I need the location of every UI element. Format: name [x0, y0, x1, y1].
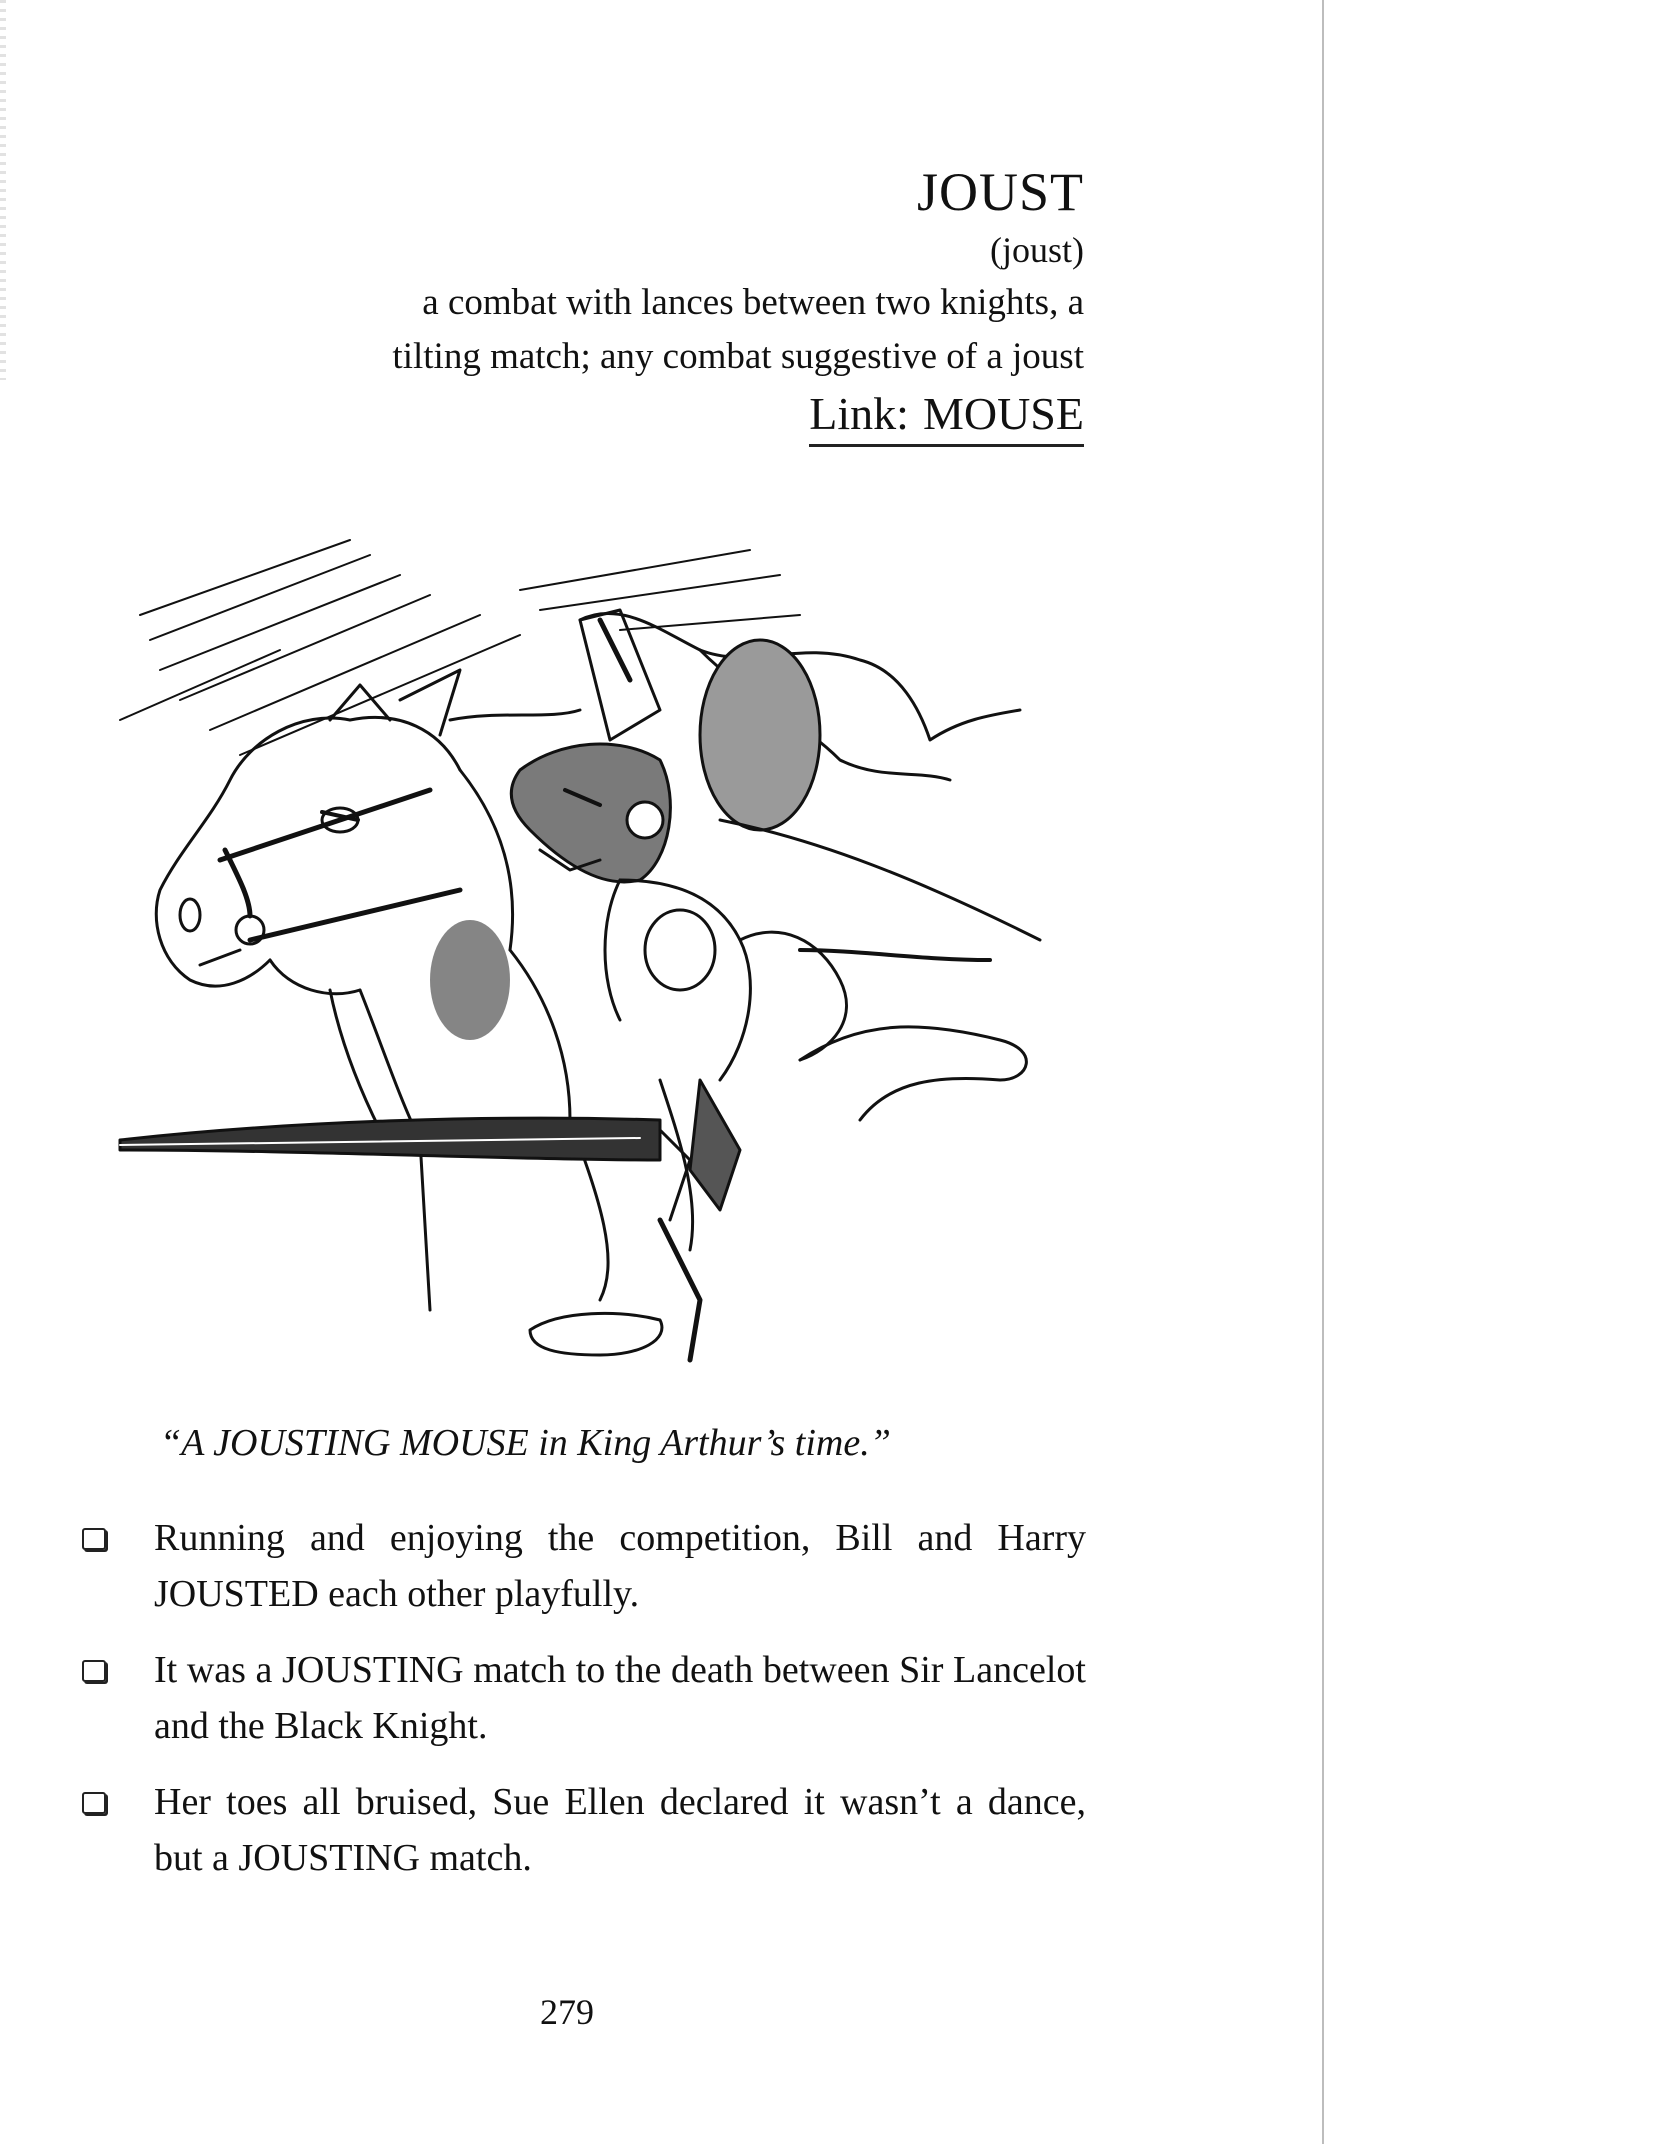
headword: JOUST: [916, 162, 1084, 222]
sentence-text: Running and enjoying the competition, Bill and Harry JOUSTED each other playfully.: [154, 1517, 1086, 1615]
mouse-knight-drawing: [450, 610, 1026, 1360]
pronunciation: (joust): [990, 230, 1084, 270]
link-word: MOUSE: [922, 388, 1084, 439]
checkbox-icon: [82, 1792, 106, 1814]
sentence-text: Her toes all bruised, Sue Ellen declared it wasn’t a dance, but a JOUSTING match.: [154, 1781, 1086, 1879]
page-gutter-line: [1322, 0, 1324, 2144]
sentence-item: [76, 1510, 1086, 1622]
definition-line-2: tilting match; any combat suggestive of a joust: [392, 336, 1084, 377]
checkbox-icon: [82, 1528, 106, 1550]
illustration-caption: “A JOUSTING MOUSE in King Arthur’s time.”: [160, 1422, 891, 1464]
page-number: 279: [540, 1992, 594, 2032]
sentence-item: [76, 1774, 1086, 1886]
example-sentences: [76, 1510, 1086, 1906]
sentence-item: [76, 1642, 1086, 1754]
checkbox-icon: [82, 1660, 106, 1682]
jousting-mouse-illustration: [100, 520, 1100, 1410]
scan-edge-artifact: [0, 0, 6, 380]
link-line: [809, 384, 1084, 447]
horse-drawing: [156, 670, 570, 1310]
sentence-text: It was a JOUSTING match to the death between Sir Lancelot and the Black Knight.: [154, 1649, 1086, 1747]
dictionary-entry: [184, 160, 1084, 447]
definition-line-1: a combat with lances between two knights, a: [422, 282, 1084, 323]
link-label: Link:: [809, 388, 909, 439]
lance-drawing: [120, 820, 1040, 1220]
